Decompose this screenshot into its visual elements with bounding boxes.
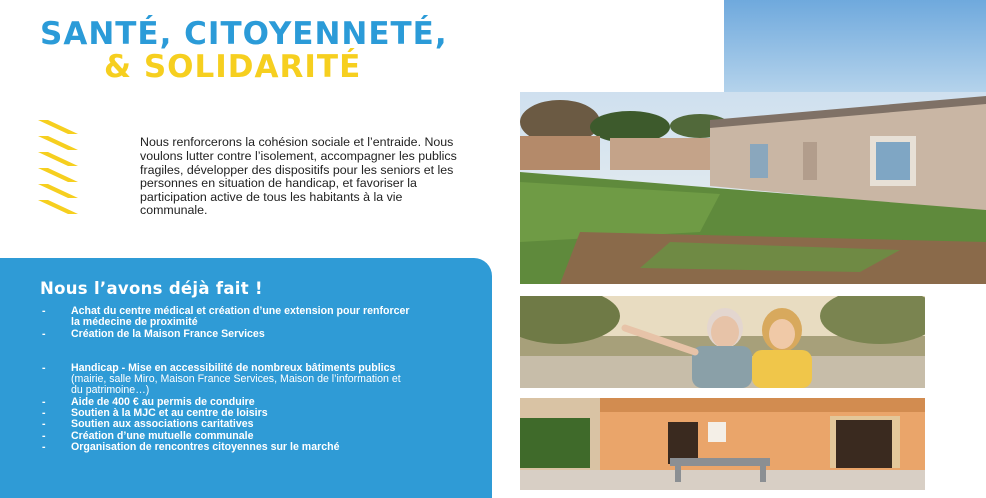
item-bold-text: Soutien aux associations caritatives (71, 418, 254, 431)
list-item (40, 306, 410, 329)
page-title (40, 18, 448, 84)
title-line-1: SANTÉ, CITOYENNETÉ, (40, 16, 448, 52)
title-line-2: & SOLIDARITÉ (104, 49, 362, 85)
list-item (40, 442, 410, 453)
achievements-list (40, 306, 410, 453)
yellow-stripes-decoration (38, 118, 108, 222)
item-bold-text: Organisation de rencontres citoyennes sur le marché (71, 440, 340, 453)
item-bold-text: Achat du centre médical et création d’une extension pour renforcer la médecine de proximité (71, 305, 410, 329)
list-item (40, 329, 410, 340)
item-bold-text: Soutien à la MJC et au centre de loisirs (71, 407, 268, 420)
seniors-photo (520, 296, 925, 388)
list-item (40, 363, 410, 397)
item-bold-text: Création de la Maison France Services (71, 327, 265, 340)
item-normal-text: (mairie, salle Miro, Maison France Services, Maison de l’information et du patrimoine…) (71, 373, 401, 397)
achievements-title: Nous l’avons déjà fait ! (40, 279, 263, 298)
facade-photo (520, 398, 925, 490)
item-bold-text: Création d’une mutuelle communale (71, 429, 254, 442)
item-bold-text: Aide de 400 € au permis de conduire (71, 395, 255, 408)
intro-paragraph: Nous renforcerons la cohésion sociale et l’entraide. Nous voulons lutter contre l’isolement, accompagner les publics fragiles, développer des dispositifs pour les seniors et les personnes en situation de handicap, et favoriser la participation active de tous les habitants à la vie communale. (140, 135, 457, 218)
item-bold-text: Handicap - Mise en accessibilité de nombreux bâtiments publics (71, 361, 396, 374)
building-photo (520, 92, 986, 284)
